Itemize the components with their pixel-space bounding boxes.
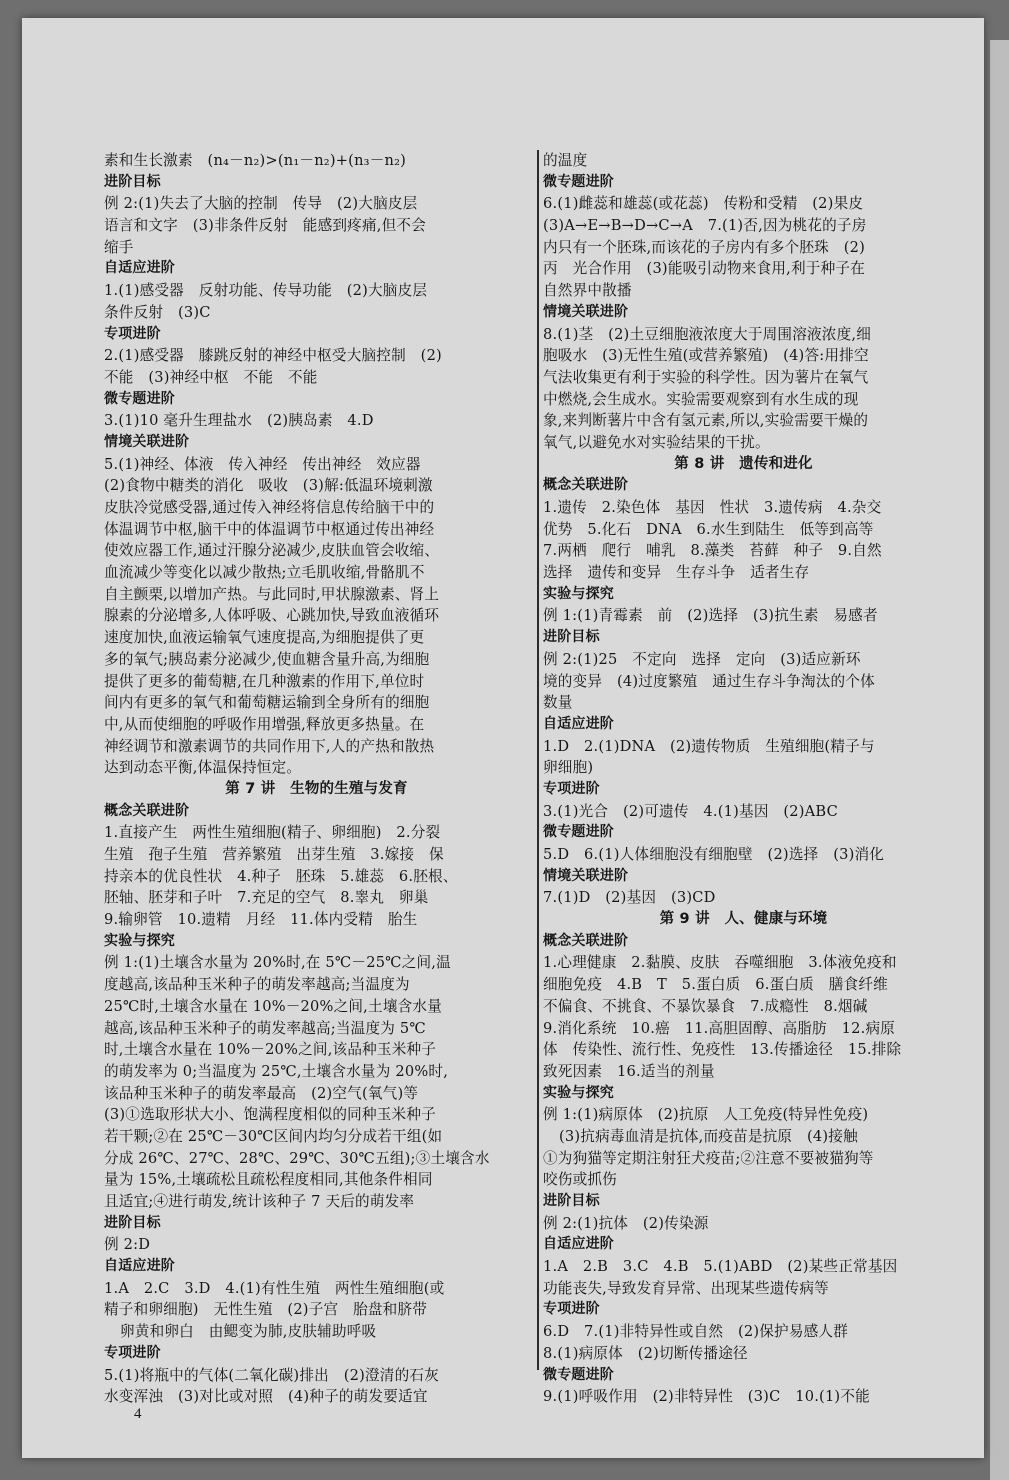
- section-heading: 进阶目标: [543, 629, 600, 646]
- answer-line: 条件反射 (3)C: [104, 303, 211, 321]
- answer-line: 生殖 孢子生殖 营养繁殖 出芽生殖 3.嫁接 保: [104, 846, 444, 863]
- section-heading: 实验与探究: [104, 932, 175, 949]
- section-heading: 专项进阶: [543, 1301, 600, 1318]
- answer-line: 选择 遗传和变异 生存斗争 适者生存: [543, 564, 810, 582]
- answer-page: [22, 18, 984, 1458]
- section-heading: 专项进阶: [104, 1344, 161, 1361]
- answer-line: 氧气,以避免水对实验结果的干扰。: [543, 433, 770, 451]
- answer-line: (3)抗病毒血清是抗体,而疫苗是抗原 (4)接触: [559, 1127, 858, 1145]
- answer-line: 不能 (3)神经中枢 不能 不能: [104, 368, 318, 386]
- answer-line: 卵细胞): [543, 759, 594, 777]
- answer-line: 丙 光合作用 (3)能吸引动物来食用,利于种子在: [543, 260, 865, 278]
- answer-line: 卵黄和卵白 由鳃变为肺,皮肤辅助呼吸: [120, 1323, 377, 1341]
- answer-line: (3)①选取形状大小、饱满程度相似的同种玉米种子: [104, 1106, 436, 1124]
- left-column: [104, 150, 529, 1408]
- answer-line: 7.(1)D (2)基因 (3)CD: [543, 889, 716, 907]
- answer-line: 多的氧气;胰岛素分泌减少,使血糖含量升高,为细胞: [104, 650, 430, 668]
- answer-line: 若干颗;②在 25℃－30℃区间内均匀分成若干组(如: [104, 1127, 443, 1145]
- section-heading: 概念关联进阶: [104, 802, 190, 819]
- answer-line: 速度加快,血液运输氧气速度提高,为细胞提供了更: [104, 629, 425, 647]
- section-heading: 微专题进阶: [543, 173, 614, 190]
- answer-line: 优势 5.化石 DNA 6.水生到陆生 低等到高等: [543, 520, 874, 538]
- answer-line: 1.直接产生 两性生殖细胞(精子、卵细胞) 2.分裂: [104, 824, 441, 842]
- section-heading: 进阶目标: [543, 1193, 600, 1209]
- answer-line: 6.(1)雌蕊和雄蕊(或花蕊) 传粉和受精 (2)果皮: [543, 195, 864, 213]
- answer-line: ①为狗猫等定期注射狂犬疫苗;②注意不要被猫狗等: [543, 1149, 874, 1167]
- answer-line: (2)食物中糖类的消化 吸收 (3)解:低温环境刺激: [104, 477, 433, 495]
- answer-line: 功能丧失,导致发育异常、出现某些遗传病等: [543, 1279, 829, 1297]
- section-heading: 专项进阶: [104, 325, 161, 342]
- answer-line: 7.两栖 爬行 哺乳 8.藻类 苔藓 种子 9.自然: [543, 542, 882, 560]
- answer-line: 分成 26℃、27℃、28℃、29℃、30℃五组);③土壤含水: [104, 1149, 490, 1167]
- answer-line: 例 1:(1)病原体 (2)抗原 人工免疫(特异性免疫): [543, 1106, 869, 1124]
- answer-line: 中,从而使细胞的呼吸作用增强,释放更多热量。在: [104, 715, 425, 733]
- answer-line: 9.(1)呼吸作用 (2)非特异性 (3)C 10.(1)不能: [543, 1388, 870, 1406]
- answer-line: 8.(1)茎 (2)土豆细胞液浓度大于周围溶液浓度,细: [543, 325, 871, 343]
- answer-line: 精子和卵细胞) 无性生殖 (2)子宫 胎盘和脐带: [104, 1301, 428, 1319]
- answer-line: 自主颤栗,以增加产热。与此同时,甲状腺激素、肾上: [104, 585, 440, 603]
- answer-line: 致死因素 16.适当的剂量: [543, 1062, 715, 1080]
- answer-line: 素和生长激素 (n₄－n₂)>(n₁－n₂)+(n₃－n₂): [104, 152, 407, 169]
- answer-line: 缩手: [104, 238, 134, 256]
- answer-line: 胞吸水 (3)无性生殖(或营养繁殖) (4)答:用排空: [543, 347, 869, 365]
- section-heading: 情境关联进阶: [543, 303, 629, 320]
- lecture-title: 第 8 讲 遗传和进化: [674, 455, 813, 472]
- answer-line: 体 传染性、流行性、免疫性 13.传播途径 15.排除: [543, 1041, 902, 1059]
- answer-line: 9.消化系统 10.癌 11.高胆固醇、高脂肪 12.病原: [543, 1019, 896, 1037]
- answer-line: 细胞免疫 4.B T 5.蛋白质 6.蛋白质 膳食纤维: [543, 976, 888, 994]
- section-heading: 实验与探究: [543, 585, 614, 602]
- section-heading: 自适应进阶: [104, 260, 175, 277]
- answer-line: 且适宜;④进行萌发,统计该种子 7 天后的萌发率: [104, 1193, 415, 1210]
- section-heading: 概念关联进阶: [543, 932, 629, 949]
- answer-line: 血流减少等变化以减少散热;立毛肌收缩,骨骼肌不: [104, 564, 425, 582]
- answer-line: 量为 15%,土壤疏松且疏松程度相同,其他条件相同: [104, 1171, 433, 1189]
- answer-line: 3.(1)光合 (2)可遗传 4.(1)基因 (2)ABC: [543, 802, 838, 820]
- next-page-edge: [990, 40, 1009, 1480]
- answer-line: 数量: [543, 694, 573, 712]
- answer-line: 例 2:D: [104, 1236, 151, 1254]
- answer-line: 腺素的分泌增多,人体呼吸、心跳加快,导致血液循环: [104, 607, 440, 625]
- answer-line: 度越高,该品种玉米种子的萌发率越高;当温度为: [104, 976, 410, 994]
- section-heading: 情境关联进阶: [104, 433, 190, 450]
- section-heading: 微专题进阶: [543, 824, 614, 841]
- answer-line: 气法收集更有利于实验的科学性。因为薯片在氧气: [543, 368, 869, 386]
- answer-line: 水变浑浊 (3)对比或对照 (4)种子的萌发要适宜: [104, 1388, 428, 1406]
- answer-line: 神经调节和激素调节的共同作用下,人的产热和散热: [104, 737, 435, 755]
- answer-line: 例 1:(1)土壤含水量为 20%时,在 5℃－25℃之间,温: [104, 954, 451, 972]
- answer-line: 2.(1)感受器 膝跳反射的神经中枢受大脑控制 (2): [104, 347, 442, 365]
- answer-line: 内只有一个胚珠,而该花的子房内有多个胚珠 (2): [543, 238, 865, 256]
- answer-line: 1.A 2.C 3.D 4.(1)有性生殖 两性生殖细胞(或: [104, 1279, 445, 1297]
- section-heading: 进阶目标: [104, 173, 161, 190]
- answer-line: 使效应器工作,通过汗腺分泌减少,皮肤血管会收缩、: [104, 542, 440, 560]
- answer-line: 5.D 6.(1)人体细胞没有细胞壁 (2)选择 (3)消化: [543, 846, 885, 863]
- answer-line: 5.(1)将瓶中的气体(二氧化碳)排出 (2)澄清的石灰: [104, 1366, 439, 1384]
- answer-line: 提供了更多的葡萄糖,在几种激素的作用下,单位时: [104, 672, 425, 690]
- answer-line: 境的变异 (4)过度繁殖 通过生存斗争淘汰的个体: [543, 672, 875, 690]
- answer-line: 胚轴、胚芽和子叶 7.充足的空气 8.睾丸 卵巢: [104, 889, 429, 907]
- answer-line: 象,来判断薯片中含有氢元素,所以,实验需要干燥的: [543, 412, 869, 430]
- right-column: [529, 150, 944, 1408]
- section-heading: 自适应进阶: [543, 715, 614, 732]
- section-heading: 实验与探究: [543, 1084, 614, 1101]
- answer-line: 体温调节中枢,脑干中的体温调节中枢通过传出神经: [104, 520, 435, 538]
- section-heading: 概念关联进阶: [543, 477, 629, 494]
- answer-line: 间内有更多的氧气和葡萄糖运输到全身所有的细胞: [104, 694, 430, 712]
- section-heading: 微专题进阶: [104, 390, 175, 407]
- answer-line: 的温度: [543, 152, 588, 169]
- section-heading: 自适应进阶: [104, 1258, 175, 1275]
- answer-line: (3)A→E→B→D→C→A 7.(1)否,因为桃花的子房: [543, 217, 867, 235]
- answer-line: 1.A 2.B 3.C 4.B 5.(1)ABD (2)某些正常基因: [543, 1258, 898, 1276]
- section-heading: 情境关联进阶: [543, 867, 629, 884]
- answer-line: 例 2:(1)25 不定向 选择 定向 (3)适应新环: [543, 650, 861, 668]
- answer-line: 1.遗传 2.染色体 基因 性状 3.遗传病 4.杂交: [543, 499, 882, 516]
- page-number: 4: [134, 1406, 142, 1422]
- answer-line: 5.(1)神经、体液 传入神经 传出神经 效应器: [104, 455, 421, 473]
- section-heading: 自适应进阶: [543, 1236, 614, 1253]
- answer-line: 咬伤或抓伤: [543, 1171, 617, 1189]
- answer-line: 不偏食、不挑食、不暴饮暴食 7.成瘾性 8.烟碱: [543, 997, 868, 1015]
- section-heading: 微专题进阶: [543, 1366, 614, 1383]
- answer-line: 越高,该品种玉米种子的萌发率越高;当温度为 5℃: [104, 1019, 426, 1037]
- answer-line: 8.(1)病原体 (2)切断传播途径: [543, 1344, 748, 1362]
- answer-line: 1.心理健康 2.黏膜、皮肤 吞噬细胞 3.体液免疫和: [543, 954, 897, 972]
- answer-line: 25℃时,土壤含水量在 10%－20%之间,土壤含水量: [104, 997, 442, 1015]
- answer-line: 6.D 7.(1)非特异性或自然 (2)保护易感人群: [543, 1323, 849, 1341]
- answer-line: 皮肤冷觉感受器,通过传入神经将信息传给脑干中的: [104, 499, 435, 516]
- answer-line: 例 2:(1)抗体 (2)传染源: [543, 1214, 709, 1232]
- answer-line: 例 2:(1)失去了大脑的控制 传导 (2)大脑皮层: [104, 195, 418, 213]
- answer-line: 自然界中散播: [543, 282, 632, 300]
- answer-line: 持亲本的优良性状 4.种子 胚珠 5.雄蕊 6.胚根、: [104, 867, 458, 885]
- answer-line: 时,土壤含水量在 10%－20%之间,该品种玉米种子: [104, 1041, 437, 1059]
- section-heading: 进阶目标: [104, 1214, 161, 1231]
- answer-line: 例 1:(1)青霉素 前 (2)选择 (3)抗生素 易感者: [543, 607, 878, 625]
- answer-line: 1.D 2.(1)DNA (2)遗传物质 生殖细胞(精子与: [543, 737, 875, 755]
- answer-line: 达到动态平衡,体温保持恒定。: [104, 759, 302, 777]
- answer-line: 3.(1)10 毫升生理盐水 (2)胰岛素 4.D: [104, 412, 374, 430]
- lecture-title: 第 9 讲 人、健康与环境: [659, 911, 828, 928]
- answer-line: 的萌发率为 0;当温度为 25℃,土壤含水量为 20%时,: [104, 1062, 449, 1080]
- answer-line: 语言和文字 (3)非条件反射 能感到疼痛,但不会: [104, 217, 426, 235]
- answer-line: 中燃烧,会生成水。实验需要观察到有水生成的现: [543, 390, 859, 408]
- answer-line: 1.(1)感受器 反射功能、传导功能 (2)大脑皮层: [104, 282, 428, 300]
- answer-line: 9.输卵管 10.遗精 月经 11.体内受精 胎生: [104, 911, 418, 929]
- answer-line: 该品种玉米种子的萌发率最高 (2)空气(氧气)等: [104, 1084, 419, 1102]
- lecture-title: 第 7 讲 生物的生殖与发育: [225, 780, 408, 797]
- section-heading: 专项进阶: [543, 780, 600, 797]
